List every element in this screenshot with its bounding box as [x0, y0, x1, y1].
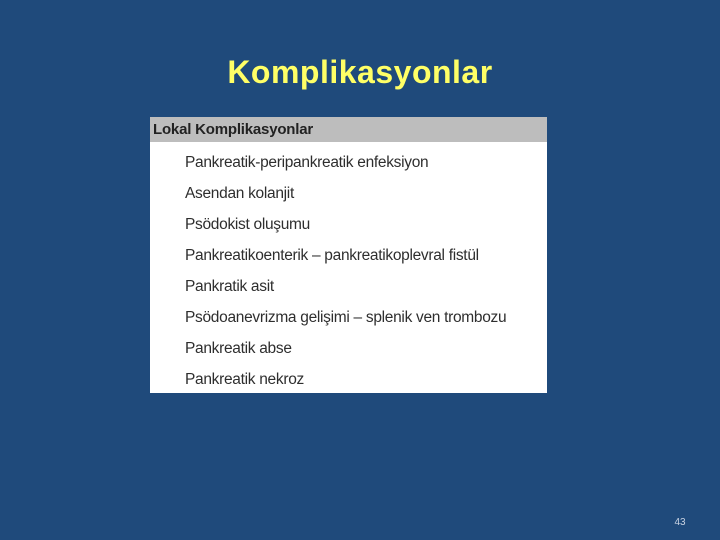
complications-list [150, 142, 547, 393]
slide-title: Komplikasyonlar [227, 54, 493, 90]
list-item: Pankreatik abse [185, 340, 292, 357]
list-item: Psödokist oluşumu [185, 216, 310, 233]
list-item: Pankreatikoenterik – pankreatikoplevral fistül [185, 247, 479, 264]
list-item: Pankreatik-peripankreatik enfeksiyon [185, 154, 429, 171]
list-item: Psödoanevrizma gelişimi – splenik ven trombozu [185, 309, 507, 326]
complications-table [150, 117, 547, 393]
list-item: Pankratik asit [185, 278, 274, 295]
table-header: Lokal Komplikasyonlar [150, 117, 547, 142]
list-item: Pankreatik nekroz [185, 371, 304, 388]
list-item: Asendan kolanjit [185, 185, 294, 202]
slide-number: 43 [674, 517, 686, 528]
